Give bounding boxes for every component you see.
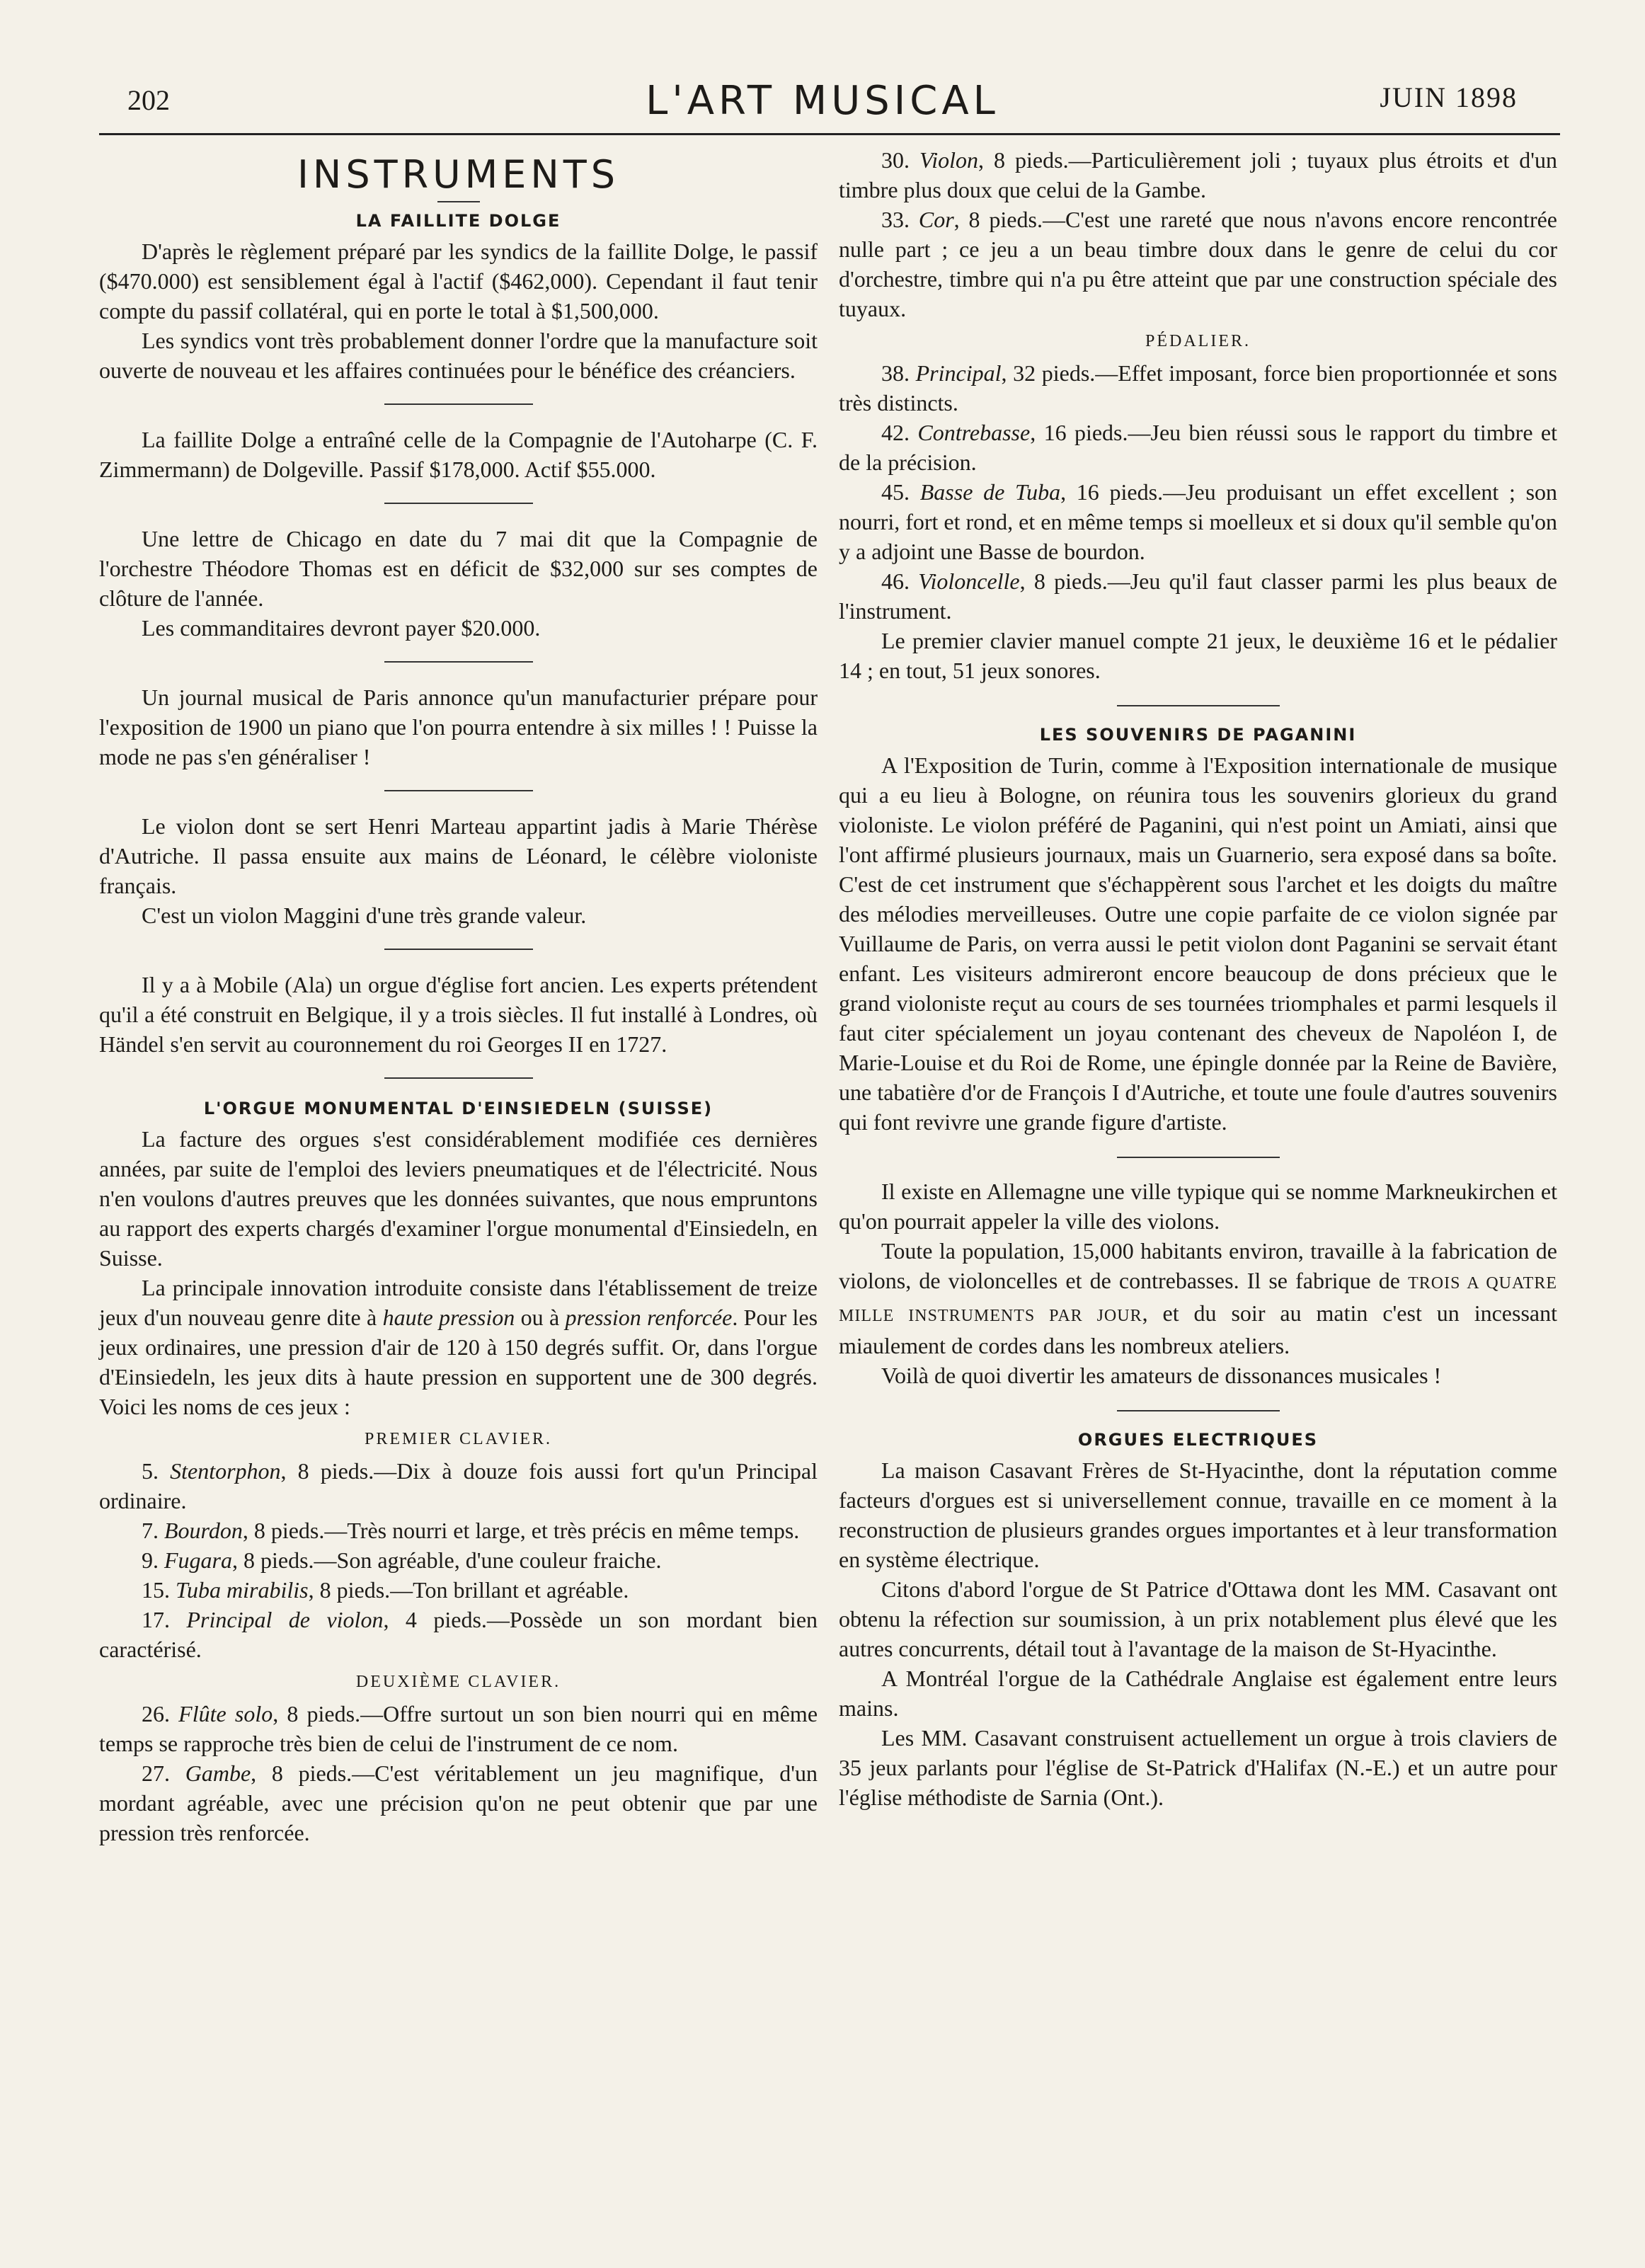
marteau-paragraph-2: C'est un violon Maggini d'une très grande valeur. — [142, 903, 587, 928]
header-rule — [99, 133, 1560, 135]
markneukirchen-paragraph-2 — [839, 1236, 1557, 1361]
stop-name: Contrebasse — [917, 420, 1031, 445]
einsiedeln-paragraph-2 — [99, 1273, 818, 1421]
stop-number: 7. — [142, 1518, 159, 1543]
stop-entry — [839, 477, 1557, 566]
section-title: INSTRUMENTS — [297, 152, 619, 197]
chicago-paragraph-1: Une lettre de Chicago en date du 7 mai dit que la Compagnie de l'orchestre Théodore Thomas est en déficit de $32,000 sur ses comptes de clôture de l'année. — [99, 526, 818, 611]
autoharpe-paragraph: La faillite Dolge a entraîné celle de la Compagnie de l'Autoharpe (C. F. Zimmermann) de Dolgeville. Passif $178,000. Actif $55.000. — [99, 427, 818, 482]
text-run: Toute la population, 15,000 habitants environ, travaille à la fabrication de violons, de violoncelles et de contrebasses. Il se fabrique de — [839, 1238, 1557, 1293]
summary-paragraph: Le premier clavier manuel compte 21 jeux, le deuxième 16 et le pédalier 14 ; en tout, 51 jeux sonores. — [839, 628, 1557, 683]
stop-name: Stentorphon — [170, 1458, 281, 1484]
einsiedeln-heading: L'ORGUE MONUMENTAL D'EINSIEDELN (SUISSE) — [203, 1099, 713, 1118]
dolge-paragraph-1: D'après le règlement préparé par les syndics de la faillite Dolge, le passif ($470.000) est sensiblement égal à l'actif ($462,000). Cependant il faut tenir compte du passif collatéral, qui en porte le total à $1,500,000. — [99, 239, 818, 323]
premier-clavier-heading: PREMIER CLAVIER. — [365, 1430, 552, 1448]
masthead: L'ART MUSICAL — [646, 78, 999, 124]
stop-entry — [839, 358, 1557, 418]
stop-number: 46. — [881, 568, 910, 594]
orgues-paragraph-2: Citons d'abord l'orgue de St Patrice d'Ottawa dont les MM. Casavant ont obtenu la réfection sur soumission, à un prix notablement plus élevé que les autres concurrents, détail tout à l'avantage de la maison de St-Hyacinthe. — [839, 1576, 1557, 1661]
stop-name: Violon — [919, 147, 978, 173]
paganini-paragraph: A l'Exposition de Turin, comme à l'Exposition internationale de musique qui a eu lieu à Bologne, on réunira tous les souvenirs glorieux du grand violoniste. Le violon préféré de Paganini, qui n'est point un Amiati, ainsi que l'ont affirmé plusieurs journaux, mais un Guarnerio, sera exposé dans sa boîte. C'est de cet instrument que s'échappèrent sous l'archet et les doigts du maître des mélodies merveilleuses. Outre une copie parfaite de ce violon signée par Vuillaume de Paris, on verra aussi le petit violon dont Paganini se servait étant enfant. Les visiteurs admireront encore beaucoup de dons précieux que le grand violoniste reçut au cours de ses tournées triomphales et parmi lesquels il faut citer spécialement un joyau contenant des cheveux de Napoléon I, de Marie-Louise et du Roi de Rome, une épingle donnée par la Reine de Bavière, une tabatière d'or de François I d'Autriche, et toute une foule d'autres souvenirs qui font revivre une grande figure d'artiste. — [839, 752, 1557, 1135]
small-caps-run: TROIS A QUATRE MILLE INSTRUMENTS PAR JOUR — [839, 1274, 1557, 1325]
page-number: 202 — [127, 84, 170, 116]
markneukirchen-paragraph-1: Il existe en Allemagne une ville typique qui se nomme Markneukirchen et qu'on pourrait appeler la ville des violons. — [839, 1179, 1557, 1234]
stop-description: , 8 pieds.—C'est une rareté que nous n'avons encore rencontrée nulle part ; ce jeu a un beau timbre doux dans le genre de celui du cor d'orchestre, timbre qui n'a pu être atteint que par une construction spéciale des tuyaux. — [839, 207, 1558, 321]
stop-number: 9. — [142, 1547, 159, 1573]
separator — [384, 403, 533, 405]
stop-description: , 16 pieds.—Jeu produisant un effet excellent ; son nourri, fort et rond, et en même temps si moelleux et si doux qu'il semble qu'on y a adjoint une Basse de bourdon. — [839, 479, 1558, 564]
stop-entry — [99, 1516, 818, 1545]
stop-description: , 8 pieds.—C'est véritablement un jeu magnifique, d'un mordant agréable, avec une précision qu'on ne peut obtenir que par une pression très renforcée. — [99, 1760, 818, 1845]
orgues-paragraph-3: A Montréal l'orgue de la Cathédrale Anglaise est également entre leurs mains. — [839, 1666, 1557, 1721]
stop-number: 26. — [142, 1701, 170, 1726]
stop-number: 17. — [142, 1607, 170, 1632]
stop-entry — [839, 205, 1557, 323]
orgues-heading: ORGUES ELECTRIQUES — [1077, 1430, 1319, 1450]
dolge-paragraph-2: Les syndics vont très probablement donner l'ordre que la manufacture soit ouverte de nouveau et les affaires continuées pour le bénéfice des créanciers. — [99, 328, 818, 383]
italic-run: haute pression — [382, 1305, 515, 1330]
stop-name: Violoncelle — [918, 568, 1020, 594]
text-run: . Pour les jeux ordinaires, une pression d'air de 120 à 150 degrés suffit. Or, dans l'orgue d'Einsiedeln, les jeux dits à haute pression en supportent une de 300 degrés. Voici les noms de ces jeux : — [99, 1305, 818, 1419]
orgues-paragraph-1: La maison Casavant Frères de St-Hyacinthe, dont la réputation comme facteurs d'orgues est si universellement connue, travaille en ce moment à la reconstruction de plusieurs grandes orgues importantes et à leur transformation en système électrique. — [839, 1457, 1557, 1572]
stop-name: Cor — [918, 207, 954, 232]
stop-description: , 8 pieds.—Son agréable, d'une couleur fraiche. — [232, 1547, 662, 1573]
chicago-paragraph-2: Les commanditaires devront payer $20.000. — [142, 615, 541, 641]
stop-name: Flûte solo — [178, 1701, 273, 1726]
stop-number: 38. — [881, 360, 910, 386]
title-rule — [437, 201, 480, 202]
dolge-heading: LA FAILLITE DOLGE — [355, 211, 561, 231]
marteau-paragraph-1: Le violon dont se sert Henri Marteau appartint jadis à Marie Thérèse d'Autriche. Il passa ensuite aux mains de Léonard, le célèbre violoniste français. — [99, 813, 818, 898]
page-header — [99, 78, 1546, 127]
separator — [384, 503, 533, 504]
pedalier-heading: PÉDALIER. — [1145, 332, 1251, 350]
stop-entry — [839, 145, 1557, 205]
stop-number: 15. — [142, 1577, 170, 1603]
stop-entry — [99, 1575, 818, 1605]
stop-name: Bourdon — [164, 1518, 243, 1543]
stop-entry — [839, 566, 1557, 626]
separator — [384, 790, 533, 791]
stop-description: , 8 pieds.—Particulièrement joli ; tuyaux plus étroits et d'un timbre plus doux que celui de la Gambe. — [839, 147, 1558, 202]
left-column — [99, 145, 818, 1848]
piano-paragraph: Un journal musical de Paris annonce qu'un manufacturier prépare pour l'exposition de 1900 un piano que l'on pourra entendre à six milles ! ! Puisse la mode ne pas s'en généraliser ! — [99, 685, 818, 769]
stop-description: , 8 pieds.—Très nourri et large, et très précis en même temps. — [242, 1518, 800, 1543]
right-column — [839, 145, 1557, 1812]
stop-description: , 4 pieds.—Possède un son mordant bien caractérisé. — [99, 1607, 818, 1662]
stop-number: 33. — [881, 207, 910, 232]
separator — [384, 661, 533, 663]
stop-entry — [99, 1605, 818, 1664]
separator — [1117, 1410, 1280, 1411]
stop-entry — [839, 418, 1557, 477]
markneukirchen-paragraph-3: Voilà de quoi divertir les amateurs de dissonances musicales ! — [881, 1363, 1442, 1388]
mobile-paragraph: Il y a à Mobile (Ala) un orgue d'église fort ancien. Les experts prétendent qu'il a été construit en Belgique, il y a trois siècles. Il fut installé à Londres, où Händel s'en servit au couronnement du roi Georges II en 1727. — [99, 972, 818, 1057]
separator — [384, 1077, 533, 1079]
stop-name: Principal de violon — [186, 1607, 384, 1632]
stop-number: 45. — [881, 479, 910, 505]
separator — [384, 949, 533, 950]
paganini-heading: LES SOUVENIRS DE PAGANINI — [1039, 725, 1357, 745]
stop-number: 27. — [142, 1760, 170, 1786]
stop-entry — [99, 1545, 818, 1575]
stop-description: , 8 pieds.—Dix à douze fois aussi fort qu'un Principal ordinaire. — [99, 1458, 818, 1513]
orgues-paragraph-4: Les MM. Casavant construisent actuellement un orgue à trois claviers de 35 jeux parlants pour l'église de St-Patrick d'Halifax (N.-E.) et un autre pour l'église méthodiste de Sarnia (Ont.). — [839, 1725, 1557, 1810]
deuxieme-clavier-heading: DEUXIÈME CLAVIER. — [355, 1673, 561, 1691]
stop-entry — [99, 1699, 818, 1758]
italic-run: pression renforcée — [565, 1305, 733, 1330]
stop-description: , 8 pieds.—Offre surtout un son bien nourri qui en même temps se rapproche très bien de celui de l'instrument de ce nom. — [99, 1701, 818, 1756]
text-run: La principale innovation introduite consiste dans l'établissement de treize jeux d'un nouveau genre dite à — [99, 1275, 818, 1330]
stop-number: 42. — [881, 420, 910, 445]
deuxieme-clavier-list-continued — [839, 145, 1557, 323]
text-run: , et du soir au matin c'est un incessant miaulement de cordes dans les nombreux ateliers. — [839, 1300, 1558, 1358]
stop-entry — [99, 1456, 818, 1516]
stop-number: 5. — [142, 1458, 159, 1484]
stop-name: Basse de Tuba — [919, 479, 1061, 505]
stop-name: Gambe — [185, 1760, 251, 1786]
einsiedeln-paragraph-1: La facture des orgues s'est considérablement modifiée ces dernières années, par suite de l'emploi des leviers pneumatiques et de l'électricité. Nous n'en voulons d'autres preuves que les données suivantes, que nous empruntons au rapport des experts chargés d'examiner l'orgue monumental d'Einsiedeln, en Suisse. — [99, 1126, 818, 1271]
pedalier-list — [839, 358, 1557, 626]
stop-description: , 8 pieds.—Ton brillant et agréable. — [308, 1577, 629, 1603]
text-run: ou à — [515, 1305, 566, 1330]
stop-name: Principal — [915, 360, 1002, 386]
stop-name: Tuba mirabilis — [176, 1577, 309, 1603]
stop-description: , 32 pieds.—Effet imposant, force bien proportionnée et sons très distincts. — [839, 360, 1558, 416]
issue-date: JUIN 1898 — [1380, 81, 1518, 113]
stop-entry — [99, 1758, 818, 1848]
stop-description: , 16 pieds.—Jeu bien réussi sous le rapport du timbre et de la précision. — [839, 420, 1558, 475]
separator — [1117, 1157, 1280, 1158]
premier-clavier-list — [99, 1456, 818, 1664]
stop-name: Fugara — [164, 1547, 232, 1573]
stop-description: , 8 pieds.—Jeu qu'il faut classer parmi les plus beaux de l'instrument. — [839, 568, 1558, 624]
stop-number: 30. — [881, 147, 910, 173]
separator — [1117, 705, 1280, 706]
deuxieme-clavier-list — [99, 1699, 818, 1848]
